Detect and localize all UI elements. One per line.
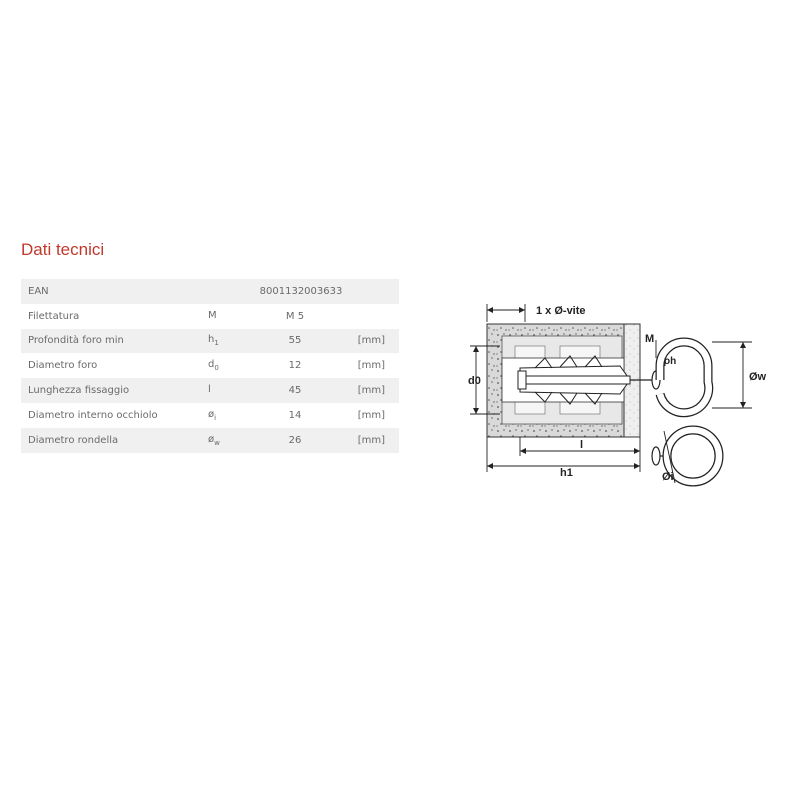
label-l: l [580,439,584,451]
hook-screw [630,342,709,413]
row-symbol: $d_0$ [208,359,219,373]
label-ow: Øw [749,371,767,383]
row-label: Filettatura [28,310,80,322]
row-value: 45 [260,378,330,403]
table-row [21,403,399,428]
label-oh: oh [664,356,677,367]
technical-data-table [21,279,399,453]
row-symbol: $ø_i$ [208,408,217,422]
row-label: Diametro rondella [21,428,203,453]
row-label: Diametro interno occhiolo [28,409,158,421]
label-oi: Øi [662,471,674,483]
table-row [21,353,399,378]
table-row [21,329,399,354]
row-value: 14 [288,409,302,421]
row-unit: [mm] [357,409,385,421]
row-unit: [mm] [330,378,399,403]
row-unit: [mm] [330,428,399,453]
row-value: M 5 [285,310,305,322]
row-value: 55 [260,329,330,354]
row-unit: [mm] [357,360,385,372]
ean-value: 8001132003633 [203,279,399,304]
table-row [21,304,399,329]
row-value: 12 [288,360,302,372]
ean-label: EAN [21,279,203,304]
label-h1: h1 [560,467,573,479]
table-row [21,378,399,403]
anchor-hook-diagram [460,296,770,496]
label-thread: M [645,333,655,345]
table-row [21,279,399,304]
row-symbol: M [208,309,217,321]
row-value: 26 [260,428,330,453]
row-label: Profondità foro min [21,329,203,354]
section-title: Dati tecnici [21,240,105,259]
label-screw-diameter: 1 x Ø-vite [536,305,586,317]
row-label: Diametro foro [28,360,98,372]
label-d0: d0 [468,375,481,387]
row-symbol: $ø_w$ [203,428,260,453]
row-symbol: $h_1$ [203,329,260,354]
row-symbol: l [203,378,260,403]
row-label: Lunghezza fissaggio [21,378,203,403]
table-row [21,428,399,453]
row-unit: [mm] [330,329,399,354]
row-unit [330,304,399,329]
